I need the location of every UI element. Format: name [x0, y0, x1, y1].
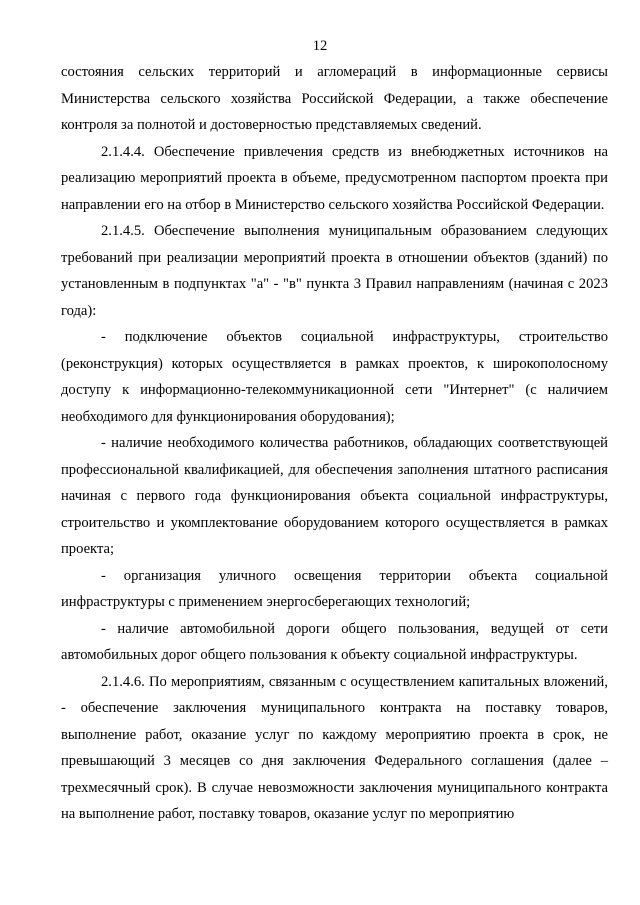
- list-item-staffing: - наличие необходимого количества работников, обладающих соответствующей профессиональной квалификацией, для обеспечения заполнения штатного расписания начиная с первого года функционирования объекта социальной инфраструктуры, строительство и укомплектование оборудованием которого осуществляется в рамках проекта;: [61, 435, 608, 557]
- paragraph-2-1-4-5: 2.1.4.5. Обеспечение выполнения муниципальным образованием следующих требований при реализации мероприятий проекта в отношении объектов (зданий) по установленным в подпунктах "а" - "в" пункта 3 Правил направлениям (начиная с 2023 года):: [61, 223, 608, 319]
- paragraph-continuation: состояния сельских территорий и агломераций в информационные сервисы Министерства сельского хозяйства Российской Федерации, а также обеспечение контроля за полнотой и достоверностью представляемых сведений.: [61, 64, 608, 133]
- list-item-internet-access: - подключение объектов социальной инфраструктуры, строительство (реконструкция) которых осуществляется в рамках проектов, к широкополосному доступу к информационно-телекоммуникационной сети "Интернет" (с наличием необходимого для функционирования оборудования);: [61, 329, 608, 425]
- list-item-street-lighting: - организация уличного освещения территории объекта социальной инфраструктуры с применением энергосберегающих технологий;: [61, 567, 608, 610]
- list-item-road-access: - наличие автомобильной дороги общего пользования, ведущей от сети автомобильных дорог общего пользования к объекту социальной инфраструктуры.: [61, 620, 608, 663]
- document-body: [61, 59, 608, 828]
- paragraph-2-1-4-6: 2.1.4.6. По мероприятиям, связанным с осуществлением капитальных вложений, - обеспечение заключения муниципального контракта на поставку товаров, выполнение работ, оказание услуг по каждому мероприятию проекта в срок, не превышающий 3 месяцев со дня заключения Федерального соглашения (далее – трехмесячный срок). В случае невозможности заключения муниципального контракта на выполнение работ, поставку товаров, оказание услуг по мероприятию: [61, 673, 608, 822]
- paragraph-2-1-4-4: 2.1.4.4. Обеспечение привлечения средств из внебюджетных источников на реализацию мероприятий проекта в объеме, предусмотренном паспортом проекта при направлении его на отбор в Министерство сельского хозяйства Российской Федерации.: [61, 143, 608, 213]
- page-number: 12: [312, 38, 328, 54]
